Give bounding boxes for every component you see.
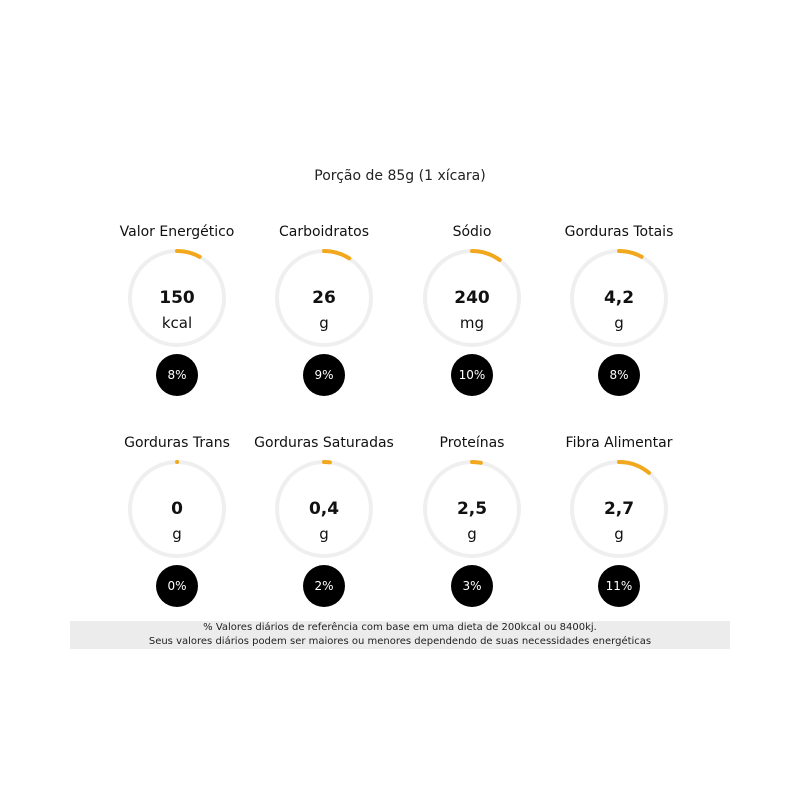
nutrient-value: 0 xyxy=(171,499,183,519)
nutrient-energy xyxy=(102,224,252,424)
nutrient-saturated-fat xyxy=(249,435,399,635)
nutrient-dietary-fiber xyxy=(544,435,694,635)
nutrient-unit: g xyxy=(172,525,182,543)
nutrient-value: 2,7 xyxy=(603,499,635,519)
daily-value-badge: 3% xyxy=(451,565,493,607)
nutrient-unit: g xyxy=(614,314,624,332)
nutrient-total-fat xyxy=(544,224,694,424)
daily-value-badge: 11% xyxy=(598,565,640,607)
nutrient-label: Valor Energético xyxy=(119,224,235,240)
daily-value-badge: 2% xyxy=(303,565,345,607)
nutrient-value: 2,5 xyxy=(456,499,488,519)
nutrient-label: Gorduras Saturadas xyxy=(254,435,394,451)
daily-value-badge: 9% xyxy=(303,354,345,396)
nutrient-label: Gorduras Totais xyxy=(564,224,674,240)
nutrient-value: 240 xyxy=(454,288,490,308)
nutrient-unit: kcal xyxy=(161,314,193,332)
nutrient-unit: g xyxy=(319,314,329,332)
nutrient-value: 150 xyxy=(159,288,195,308)
daily-value-badge: 8% xyxy=(156,354,198,396)
daily-value-badge: 10% xyxy=(451,354,493,396)
daily-value-badge: 0% xyxy=(156,565,198,607)
nutrient-label: Fibra Alimentar xyxy=(565,435,673,451)
nutrient-value: 26 xyxy=(312,288,336,308)
nutrient-trans-fat xyxy=(102,435,252,635)
nutrient-sodium xyxy=(397,224,547,424)
portion-size: Porção de 85g (1 xícara) xyxy=(314,168,486,184)
footnote-line-2: Seus valores diários podem ser maiores ou menores dependendo de suas necessidades energéticas xyxy=(148,636,652,647)
nutrient-unit: g xyxy=(319,525,329,543)
nutrient-value: 4,2 xyxy=(603,288,635,308)
nutrient-carbohydrates xyxy=(249,224,399,424)
nutrient-unit: g xyxy=(467,525,477,543)
nutrient-protein xyxy=(397,435,547,635)
daily-value-badge: 8% xyxy=(598,354,640,396)
nutrient-unit: g xyxy=(614,525,624,543)
nutrient-label: Proteínas xyxy=(439,435,505,451)
nutrient-value: 0,4 xyxy=(308,499,340,519)
nutrient-unit: mg xyxy=(459,314,485,332)
nutrient-label: Gorduras Trans xyxy=(124,435,230,451)
footnote-line-1: % Valores diários de referência com base em uma dieta de 200kcal ou 8400kj. xyxy=(203,622,597,633)
nutrient-label: Sódio xyxy=(452,224,492,240)
daily-values-footnote xyxy=(70,621,730,649)
nutrient-label: Carboidratos xyxy=(278,224,370,240)
